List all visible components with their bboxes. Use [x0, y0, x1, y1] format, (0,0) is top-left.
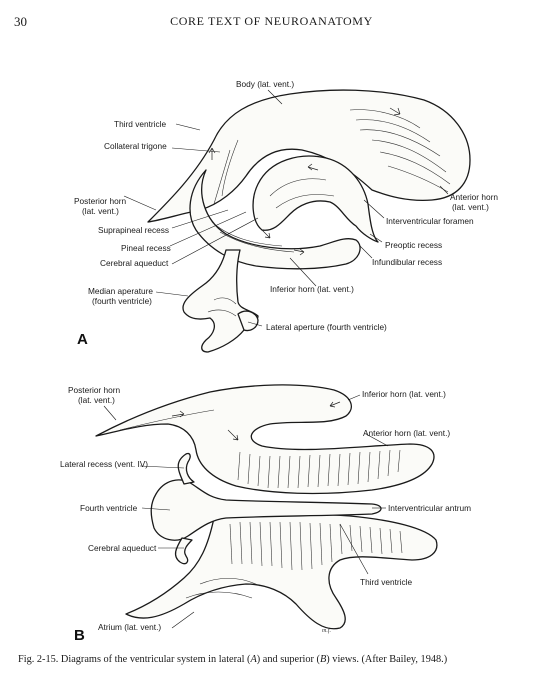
- label-cerebral-aqueduct-b: Cerebral aqueduct: [88, 543, 157, 553]
- label-inferior-horn-a: Inferior horn (lat. vent.): [270, 284, 354, 294]
- artist-signature: m.f.: [322, 628, 331, 634]
- label-anterior-horn-a-line2: (lat. vent.): [452, 202, 489, 212]
- label-anterior-horn-b: Anterior horn (lat. vent.): [363, 428, 451, 438]
- fourth-ventricle-shape: [183, 250, 258, 352]
- label-interventricular-foramen: Interventricular foramen: [386, 216, 474, 226]
- label-body-lat-vent: Body (lat. vent.): [236, 79, 295, 89]
- label-infundibular-recess: Infundibular recess: [372, 257, 443, 267]
- label-anterior-horn-a-line1: Anterior horn: [450, 192, 498, 202]
- label-third-ventricle-a: Third ventricle: [114, 119, 167, 129]
- label-lateral-aperture: Lateral aperture (fourth ventricle): [266, 322, 387, 332]
- page-number: 30: [14, 14, 27, 29]
- caption-prefix: Fig. 2-15.: [18, 654, 59, 665]
- label-inferior-horn-b: Inferior horn (lat. vent.): [362, 389, 446, 399]
- label-lateral-recess: Lateral recess (vent. IV): [60, 459, 149, 469]
- label-cerebral-aqueduct-a: Cerebral aqueduct: [100, 258, 169, 268]
- label-fourth-ventricle: Fourth ventricle: [80, 503, 138, 513]
- running-head-title: CORE TEXT OF NEUROANATOMY: [170, 14, 373, 28]
- figure-b-drawing: [60, 385, 471, 644]
- figure-a-drawing: [74, 79, 498, 352]
- figure-caption: Fig. 2-15. Diagrams of the ventricular system in lateral (A) and superior (B) views. (After Bailey, 1948.): [18, 654, 448, 665]
- aqueduct-tube-shape: [176, 538, 192, 564]
- label-posterior-horn-a-line2: (lat. vent.): [82, 206, 119, 216]
- label-median-aperture-line2: (fourth ventricle): [92, 296, 152, 306]
- panel-letter-a: A: [77, 331, 88, 348]
- label-posterior-horn-b-line2: (lat. vent.): [78, 395, 115, 405]
- label-third-ventricle-b: Third ventricle: [360, 577, 413, 587]
- upper-lateral-ventricle-shape: [96, 385, 434, 494]
- label-pineal-recess: Pineal recess: [121, 243, 171, 253]
- label-posterior-horn-a-line1: Posterior horn: [74, 196, 127, 206]
- label-suprapineal-recess: Suprapineal recess: [98, 225, 170, 235]
- label-posterior-horn-b-line1: Posterior horn: [68, 385, 121, 395]
- label-preoptic-recess: Preoptic recess: [385, 240, 443, 250]
- label-collateral-trigone: Collateral trigone: [104, 141, 167, 151]
- panel-letter-b: B: [74, 627, 85, 644]
- label-atrium: Atrium (lat. vent.): [98, 622, 162, 632]
- label-interventricular-antrum: Interventricular antrum: [388, 503, 472, 513]
- label-median-aperture-line1: Median aperature: [88, 286, 154, 296]
